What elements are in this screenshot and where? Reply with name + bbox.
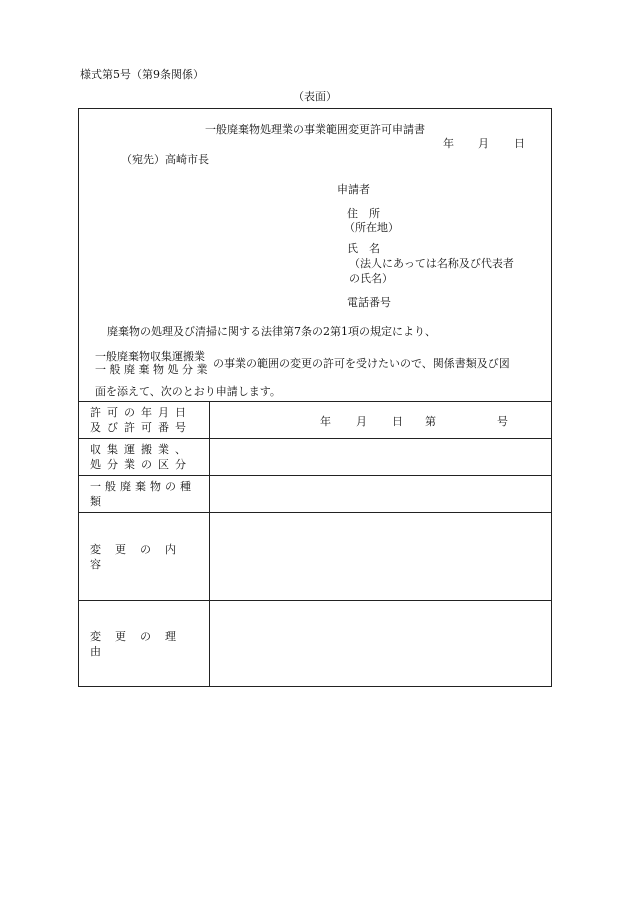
permit-day-label: 日	[392, 415, 403, 428]
category-label-line-2: 処分業の区分	[90, 458, 192, 471]
change-reason-row	[78, 601, 552, 687]
change-content-label-cell	[78, 513, 210, 601]
permit-number-suffix: 号	[497, 415, 508, 428]
applicant-name-note-1: （法人にあっては名称及び代表者	[349, 257, 514, 270]
permit-label-cell	[78, 402, 210, 439]
category-row	[78, 439, 552, 476]
addressee: （宛先）高崎市長	[121, 153, 209, 166]
change-content-value-cell[interactable]	[210, 513, 553, 601]
applicant-heading: 申請者	[337, 183, 370, 196]
permit-label-line-1: 許可の年月日	[90, 406, 192, 419]
waste-type-label-cell	[78, 476, 210, 513]
application-details-table	[78, 401, 552, 687]
date-year-label: 年	[443, 137, 454, 150]
change-content-row	[78, 513, 552, 601]
change-reason-label: 変更の理由	[90, 629, 190, 658]
waste-type-label: 一般廃棄物の種類	[90, 480, 195, 508]
application-form-frame	[78, 108, 552, 687]
change-reason-label-cell	[78, 601, 210, 687]
form-number: 様式第5号（第9条関係）	[80, 68, 204, 81]
date-month-label: 月	[478, 137, 489, 150]
category-label-cell	[78, 439, 210, 476]
category-value-cell[interactable]	[210, 439, 553, 476]
change-content-label: 変更の内容	[90, 542, 190, 571]
body-line-3: 面を添えて、次のとおり申請します。	[95, 385, 281, 398]
permit-month-label: 月	[356, 415, 367, 428]
change-reason-value-cell[interactable]	[210, 601, 553, 687]
permit-no-label: 第	[425, 415, 436, 428]
waste-type-value-cell[interactable]	[210, 476, 553, 513]
body-line-2: の事業の範囲の変更の許可を受けたいので、関係書類及び図	[213, 357, 510, 370]
permit-value-cell[interactable]	[210, 402, 553, 439]
permit-year-label: 年	[320, 415, 331, 428]
waste-type-row	[78, 476, 552, 513]
date-day-label: 日	[514, 137, 525, 150]
category-label-line-1: 収集運搬業、	[90, 443, 192, 456]
applicant-name-label: 氏 名	[347, 242, 380, 255]
applicant-address-sub: （所在地）	[344, 221, 399, 234]
applicant-name-note-2: の氏名）	[349, 272, 393, 285]
permit-label-line-2: 及び許可番号	[90, 421, 192, 434]
applicant-phone-label: 電話番号	[347, 296, 391, 309]
body-line-1: 廃棄物の処理及び清掃に関する法律第7条の2第1項の規定により、	[107, 325, 436, 338]
side-label: （表面）	[293, 90, 337, 103]
applicant-address-label: 住 所	[347, 207, 380, 220]
business-type-disposal: 一 般 廃 棄 物 処 分 業	[95, 363, 208, 376]
form-title: 一般廃棄物処理業の事業範囲変更許可申請書	[205, 123, 425, 136]
business-type-collection: 一般廃棄物収集運搬業	[95, 350, 205, 363]
permit-row	[78, 402, 552, 439]
